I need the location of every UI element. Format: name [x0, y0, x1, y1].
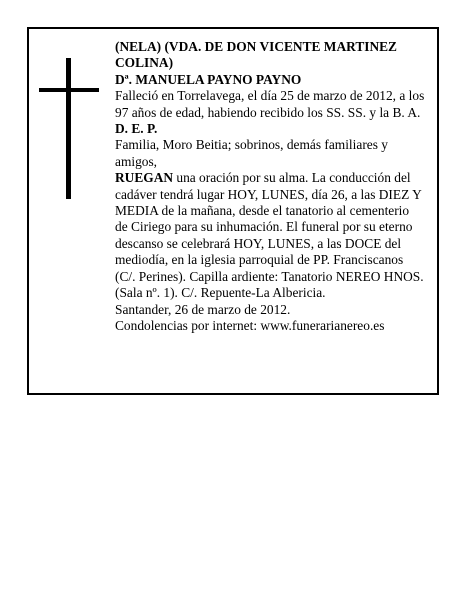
death-info: Falleció en Torrelavega, el día 25 de marzo de 2012, a los 97 años de edad, habiendo recibido los SS. SS. y la B. A. — [115, 88, 425, 120]
family-line: Familia, Moro Beitia; sobrinos, demás familiares y amigos, — [115, 137, 388, 169]
obituary-text — [115, 39, 425, 334]
deceased-name: Dª. MANUELA PAYNO PAYNO — [115, 71, 302, 87]
obituary-notice — [27, 27, 439, 395]
ruegan-word: RUEGAN — [115, 170, 174, 186]
place-date: Santander, 26 de marzo de 2012. — [115, 301, 291, 317]
ruegan-text: una oración por su alma. La conducción del cadáver tendrá lugar HOY, LUNES, día 26, a las DIEZ Y MEDIA de la mañana, desde el tanatorio al cementerio de Ciriego para su inhumación. El funeral por su eterno descanso se celebrará HOY, LUNES, a las DOCE del mediodía, en la iglesia parroquial de PP. Franciscanos (C/. Perines). Capilla ardiente: Tanatorio NEREO HNOS. (Sala nº. 1). C/. Repuente-La Albericia. — [115, 170, 424, 301]
condolences-line: Condolencias por internet: www.funerarianereo.es — [115, 317, 385, 333]
nickname-line: (NELA) (VDA. DE DON VICENTE MARTINEZ COLINA) — [115, 39, 397, 71]
cross-icon — [66, 58, 71, 199]
cross-icon-bar — [39, 88, 99, 92]
dep-line: D. E. P. — [115, 121, 158, 137]
ruegan-paragraph — [115, 170, 425, 301]
